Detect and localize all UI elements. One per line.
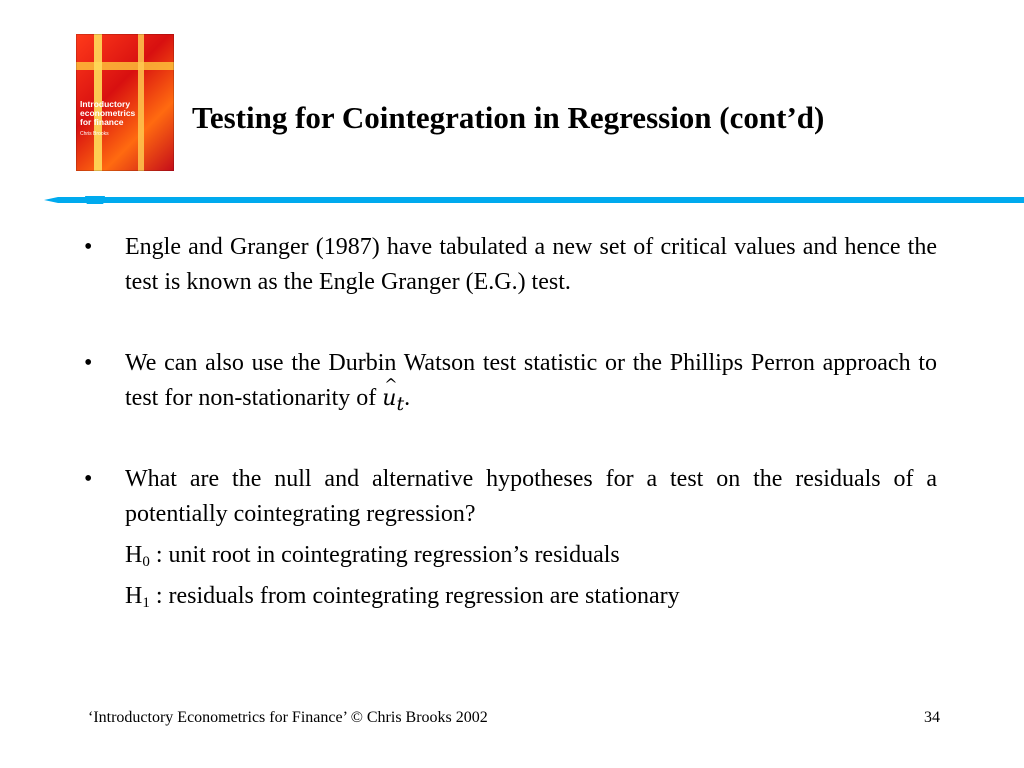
bullet-marker: • bbox=[84, 350, 93, 376]
bullet-list bbox=[84, 230, 937, 614]
null-hypothesis bbox=[125, 538, 937, 573]
bullet-item bbox=[84, 462, 937, 614]
alternative-hypothesis bbox=[125, 579, 937, 614]
bullet-text: We can also use the Durbin Watson test statistic or the Phillips Perron approach to test for non-stationarity of bbox=[125, 350, 937, 411]
book-cover-title: Introductory econometrics for finance bbox=[80, 99, 136, 127]
hypothesis-subscript: 0 bbox=[142, 554, 150, 570]
hypothesis-subscript: 1 bbox=[142, 595, 150, 611]
hypothesis-symbol: H bbox=[125, 583, 143, 609]
bullet-text-end: . bbox=[404, 385, 411, 411]
bullet-item bbox=[84, 346, 937, 416]
book-cover-author: Chris Brooks bbox=[80, 131, 109, 137]
bullet-marker: • bbox=[84, 466, 93, 492]
residual-base: ^ u bbox=[382, 381, 396, 416]
title-divider bbox=[44, 196, 1024, 204]
hypothesis-text: : unit root in cointegrating regression’s residuals bbox=[149, 542, 620, 568]
bullet-text: Engle and Granger (1987) have tabulated a new set of critical values and hence the test is known as the Engle Granger (E.G.) test. bbox=[125, 234, 937, 295]
hypothesis-text: : residuals from cointegrating regression are stationary bbox=[149, 583, 680, 609]
book-cover-image bbox=[76, 34, 174, 171]
bullet-marker: • bbox=[84, 234, 93, 260]
page-number: 34 bbox=[924, 709, 940, 726]
slide-title: Testing for Cointegration in Regression (cont’d) bbox=[192, 100, 825, 135]
bullet-item bbox=[84, 230, 937, 300]
residual-subscript: t bbox=[396, 393, 405, 415]
footer-source: ‘Introductory Econometrics for Finance’ © Chris Brooks 2002 bbox=[88, 709, 488, 726]
hypothesis-symbol: H bbox=[125, 542, 143, 568]
bullet-text: What are the null and alternative hypotheses for a test on the residuals of a potentially cointegrating regression? bbox=[125, 466, 937, 527]
residual-symbol bbox=[382, 386, 405, 415]
divider-line-icon bbox=[44, 196, 1024, 204]
